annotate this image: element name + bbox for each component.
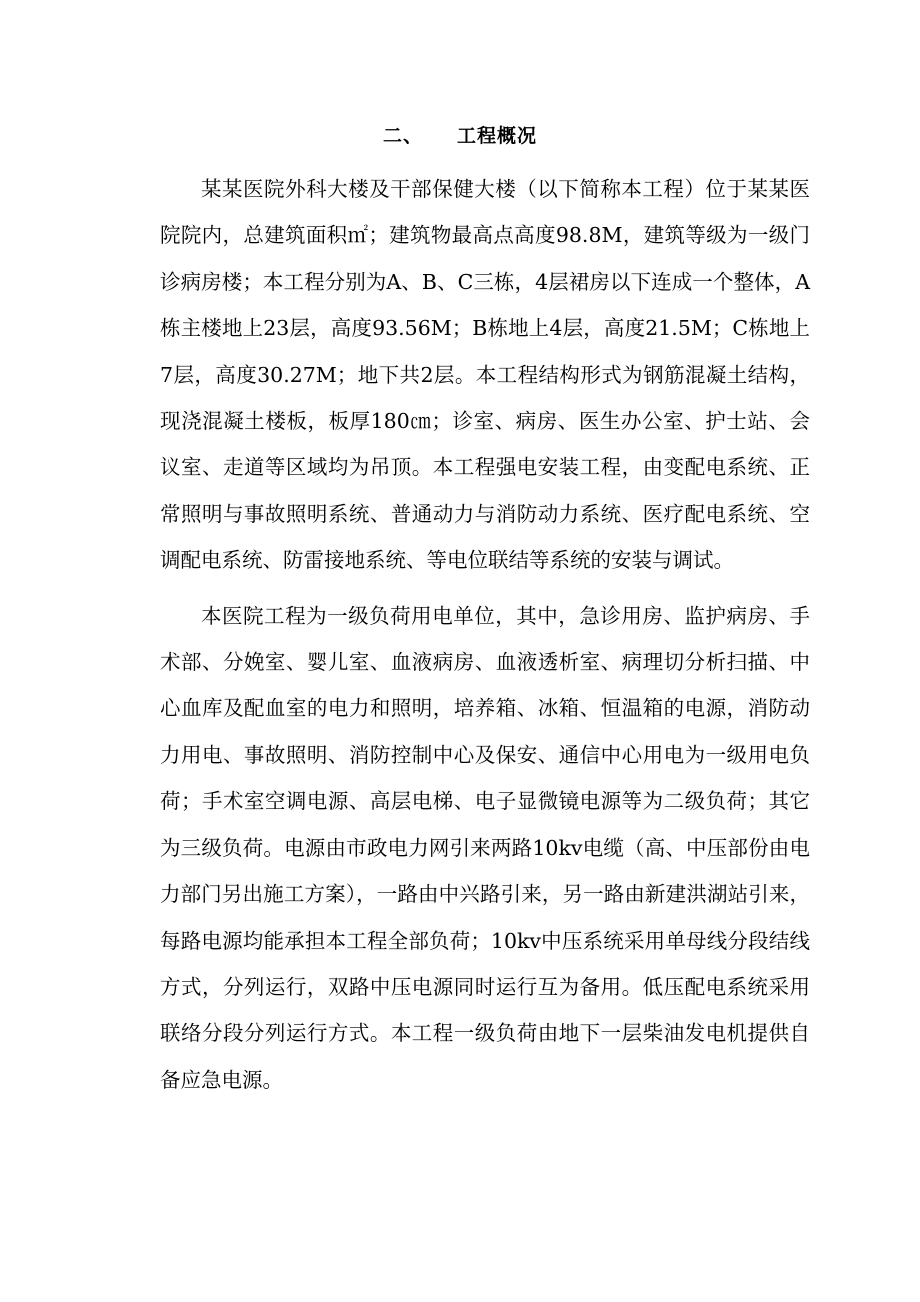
section-title: 工程概况 — [457, 125, 538, 147]
section-number: 二、 — [382, 125, 423, 147]
paragraph-project-overview: 某某医院外科大楼及干部保健大楼（以下简称本工程）位于某某医院院内，总建筑面积㎡；建筑物最高点高度98.8M，建筑等级为一级门诊病房楼；本工程分别为A、B、C三栋，4层裙房以下连成一个整体，A栋主楼地上23层，高度93.56M；B栋地上4层，高度21.5M；C栋地上7层，高度30.27M；地下共2层。本工程结构形式为钢筋混凝土结构，现浇混凝土楼板，板厚180㎝；诊室、病房、医生办公室、护士站、会议室、走道等区域均为吊顶。本工程强电安装工程，由变配电系统、正常照明与事故照明系统、普通动力与消防动力系统、医疗配电系统、空调配电系统、防雷接地系统、等电位联结等系统的安装与调试。 — [160, 177, 810, 573]
paragraph-power-load: 本医院工程为一级负荷用电单位，其中，急诊用房、监护病房、手术部、分娩室、婴儿室、血液病房、血液透析室、病理切分析扫描、中心血库及配血室的电力和照明，培养箱、冰箱、恒温箱的电源，消防动力用电、事故照明、消防控制中心及保安、通信中心用电为一级用电负荷；手术室空调电源、高层电梯、电子显微镜电源等为二级负荷；其它为三级负荷。电源由市政电力网引来两路10kv电缆（高、中压部份由电力部门另出施工方案），一路由中兴路引来，另一路由新建洪湖站引来，每路电源均能承担本工程全部负荷；10kv中压系统采用单母线分段结线方式，分列运行，双路中压电源同时运行互为备用。低压配电系统采用联络分段分列运行方式。本工程一级负荷由地下一层柴油发电机提供自备应急电源。 — [160, 603, 810, 1092]
document-body — [160, 166, 810, 1103]
section-heading — [0, 120, 920, 152]
